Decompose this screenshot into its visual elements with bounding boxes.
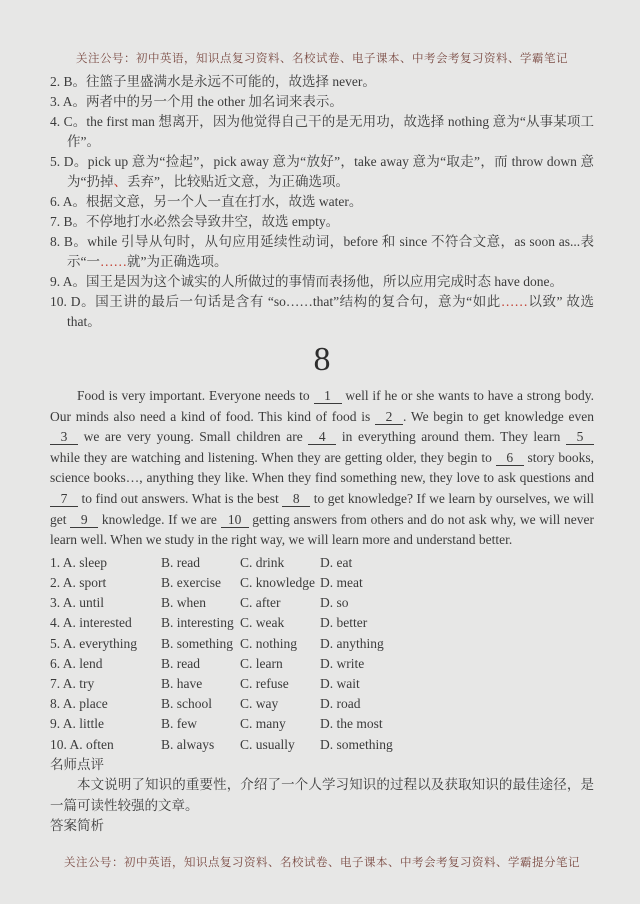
cloze-blank: 1 — [314, 388, 342, 404]
option-row — [50, 573, 594, 593]
option-cell: 7. A. try — [50, 675, 95, 691]
explanation-label: 9. A。 — [50, 274, 87, 289]
option-cell: B. have — [161, 675, 203, 691]
cloze-blank: 7 — [50, 491, 78, 507]
option-cell: C. drink — [240, 554, 285, 570]
cloze-blank: 2 — [375, 409, 403, 425]
option-cell: B. when — [161, 595, 206, 611]
option-cell: C. weak — [240, 615, 285, 631]
option-cell: C. knowledge — [240, 574, 315, 590]
cloze-blank: 3 — [50, 429, 78, 445]
option-row — [50, 613, 594, 633]
option-cell: D. wait — [320, 675, 360, 691]
explanation-item — [50, 212, 594, 232]
comments-section — [50, 755, 594, 837]
cloze-blank: 6 — [496, 450, 524, 466]
option-cell: 2. A. sport — [50, 574, 107, 590]
cloze-blank: 5 — [566, 429, 594, 445]
explanation-text: 不停地打水必然会导致井空，故选 empty。 — [86, 214, 340, 229]
option-cell: D. better — [320, 615, 368, 631]
explanation-item — [50, 92, 594, 112]
explanation-text: pick up 意为“捡起”，pick away 意为“放好”，take away 意为“取走”，而 throw down 意为“扔掉、丢弃”，比较贴近文意，为正确选项。 — [67, 154, 595, 189]
option-cell: B. something — [161, 635, 234, 651]
explanation-text: the first man 想离开，因为他觉得自己干的是无用功，故选择 nothing 意为“从事某项工作”。 — [67, 114, 594, 149]
option-cell: B. interesting — [161, 615, 234, 631]
option-cell: B. read — [161, 554, 200, 570]
option-cell: 4. A. interested — [50, 615, 132, 631]
explanation-label: 8. B。 — [50, 234, 88, 249]
option-cell: C. refuse — [240, 675, 289, 691]
option-row — [50, 553, 594, 573]
explanation-item — [50, 72, 594, 92]
explanation-text: 国王是因为这个诚实的人所做过的事情而表扬他，所以应用完成时态 have done。 — [86, 274, 563, 289]
option-cell: C. learn — [240, 655, 283, 671]
explanation-item — [50, 292, 594, 332]
option-cell: C. after — [240, 595, 281, 611]
explanation-item — [50, 112, 594, 152]
option-cell: D. eat — [320, 554, 353, 570]
option-row — [50, 735, 594, 755]
option-cell: B. read — [161, 655, 200, 671]
teacher-comment-heading: 名师点评 — [50, 756, 104, 772]
option-cell: B. always — [161, 736, 215, 752]
option-cell: 1. A. sleep — [50, 554, 107, 570]
option-cell: B. school — [161, 696, 213, 712]
option-cell: D. write — [320, 655, 365, 671]
option-row — [50, 654, 594, 674]
option-row — [50, 694, 594, 714]
explanation-label: 6. A。 — [50, 194, 87, 209]
section-number: 8 — [313, 341, 331, 378]
option-cell: C. nothing — [240, 635, 298, 651]
option-cell: D. so — [320, 595, 349, 611]
option-cell: C. many — [240, 716, 286, 732]
option-cell: B. few — [161, 716, 197, 732]
option-cell: 5. A. everything — [50, 635, 137, 651]
option-row — [50, 714, 594, 734]
explanation-text: 根据文意，另一个人一直在打水，故选 water。 — [86, 194, 363, 209]
option-cell: D. the most — [320, 716, 383, 732]
option-cell: 3. A. until — [50, 595, 105, 611]
footer-note: 关注公号：初中英语，知识点复习资料、名校试卷、电子课本、中考会考复习资料、学霸提分笔记 — [64, 857, 580, 870]
cloze-blank: 10 — [221, 512, 249, 528]
explanation-label: 7. B。 — [50, 214, 87, 229]
explanation-text: while 引导从句时，从句应用延续性动词，before 和 since 不符合文意，as soon as...表示“一……就”为正确选项。 — [67, 234, 594, 269]
option-cell: D. meat — [320, 574, 363, 590]
option-cell: C. way — [240, 696, 279, 712]
explanation-item — [50, 192, 594, 212]
option-cell: D. something — [320, 736, 393, 752]
explanation-label: 3. A。 — [50, 94, 87, 109]
explanation-list — [50, 72, 594, 332]
explanation-item — [50, 152, 594, 192]
header-note: 关注公号：初中英语，知识点复习资料、名校试卷、电子课本、中考会考复习资料、学霸笔记 — [76, 53, 568, 65]
explanation-label: 10. D。 — [50, 294, 96, 309]
option-row — [50, 593, 594, 613]
option-row — [50, 634, 594, 654]
option-cell: C. usually — [240, 736, 295, 752]
cloze-passage: Food is very important. Everyone needs to 1 well if he or she wants to have a strong body. Our minds also need a kind of food. This kind of food is 2 . We begin to get knowledge even 3 we are very young. Small children are 4 in everything around them. They learn 5 while they are watching and listening. When they are getting older, they begin to 6 story books, science books…, anything they like. When they find something new, they love to ask questions and 7 to find out answers. What is the best 8 to get knowledge? If we learn by ourselves, we will get 9 knowledge. If we are 10 getting answers from others and do not ask why, we will never learn well. When we study in the right way, we will learn more and understand better. — [50, 388, 594, 548]
explanation-item — [50, 272, 594, 292]
explanation-label: 4. C。 — [50, 114, 87, 129]
option-cell: D. anything — [320, 635, 384, 651]
explanation-label: 5. D。 — [50, 154, 88, 169]
explanation-label: 2. B。 — [50, 74, 87, 89]
option-cell: 10. A. often — [50, 736, 114, 752]
option-cell: 9. A. little — [50, 716, 104, 732]
option-cell: 8. A. place — [50, 696, 108, 712]
explanation-text: 往篮子里盛满水是永远不可能的，故选择 never。 — [86, 74, 376, 89]
explanation-text: 两者中的另一个用 the other 加名词来表示。 — [86, 94, 343, 109]
option-row — [50, 674, 594, 694]
cloze-blank: 8 — [282, 491, 310, 507]
answer-analysis-heading: 答案简析 — [50, 818, 104, 833]
cloze-blank: 4 — [308, 429, 336, 445]
options-table — [50, 553, 594, 755]
option-cell: D. road — [320, 696, 361, 712]
cloze-blank: 9 — [70, 512, 98, 528]
option-cell: B. exercise — [161, 574, 221, 590]
teacher-comment-text: 本文说明了知识的重要性，介绍了一个人学习知识的过程以及获取知识的最佳途径，是一篇可读性较强的文章。 — [50, 777, 594, 813]
explanation-item — [50, 232, 594, 272]
option-cell: 6. A. lend — [50, 655, 103, 671]
explanation-text: 国王讲的最后一句话是含有 “so……that”结构的复合句，意为“如此……以致” 故选 that。 — [67, 294, 594, 329]
